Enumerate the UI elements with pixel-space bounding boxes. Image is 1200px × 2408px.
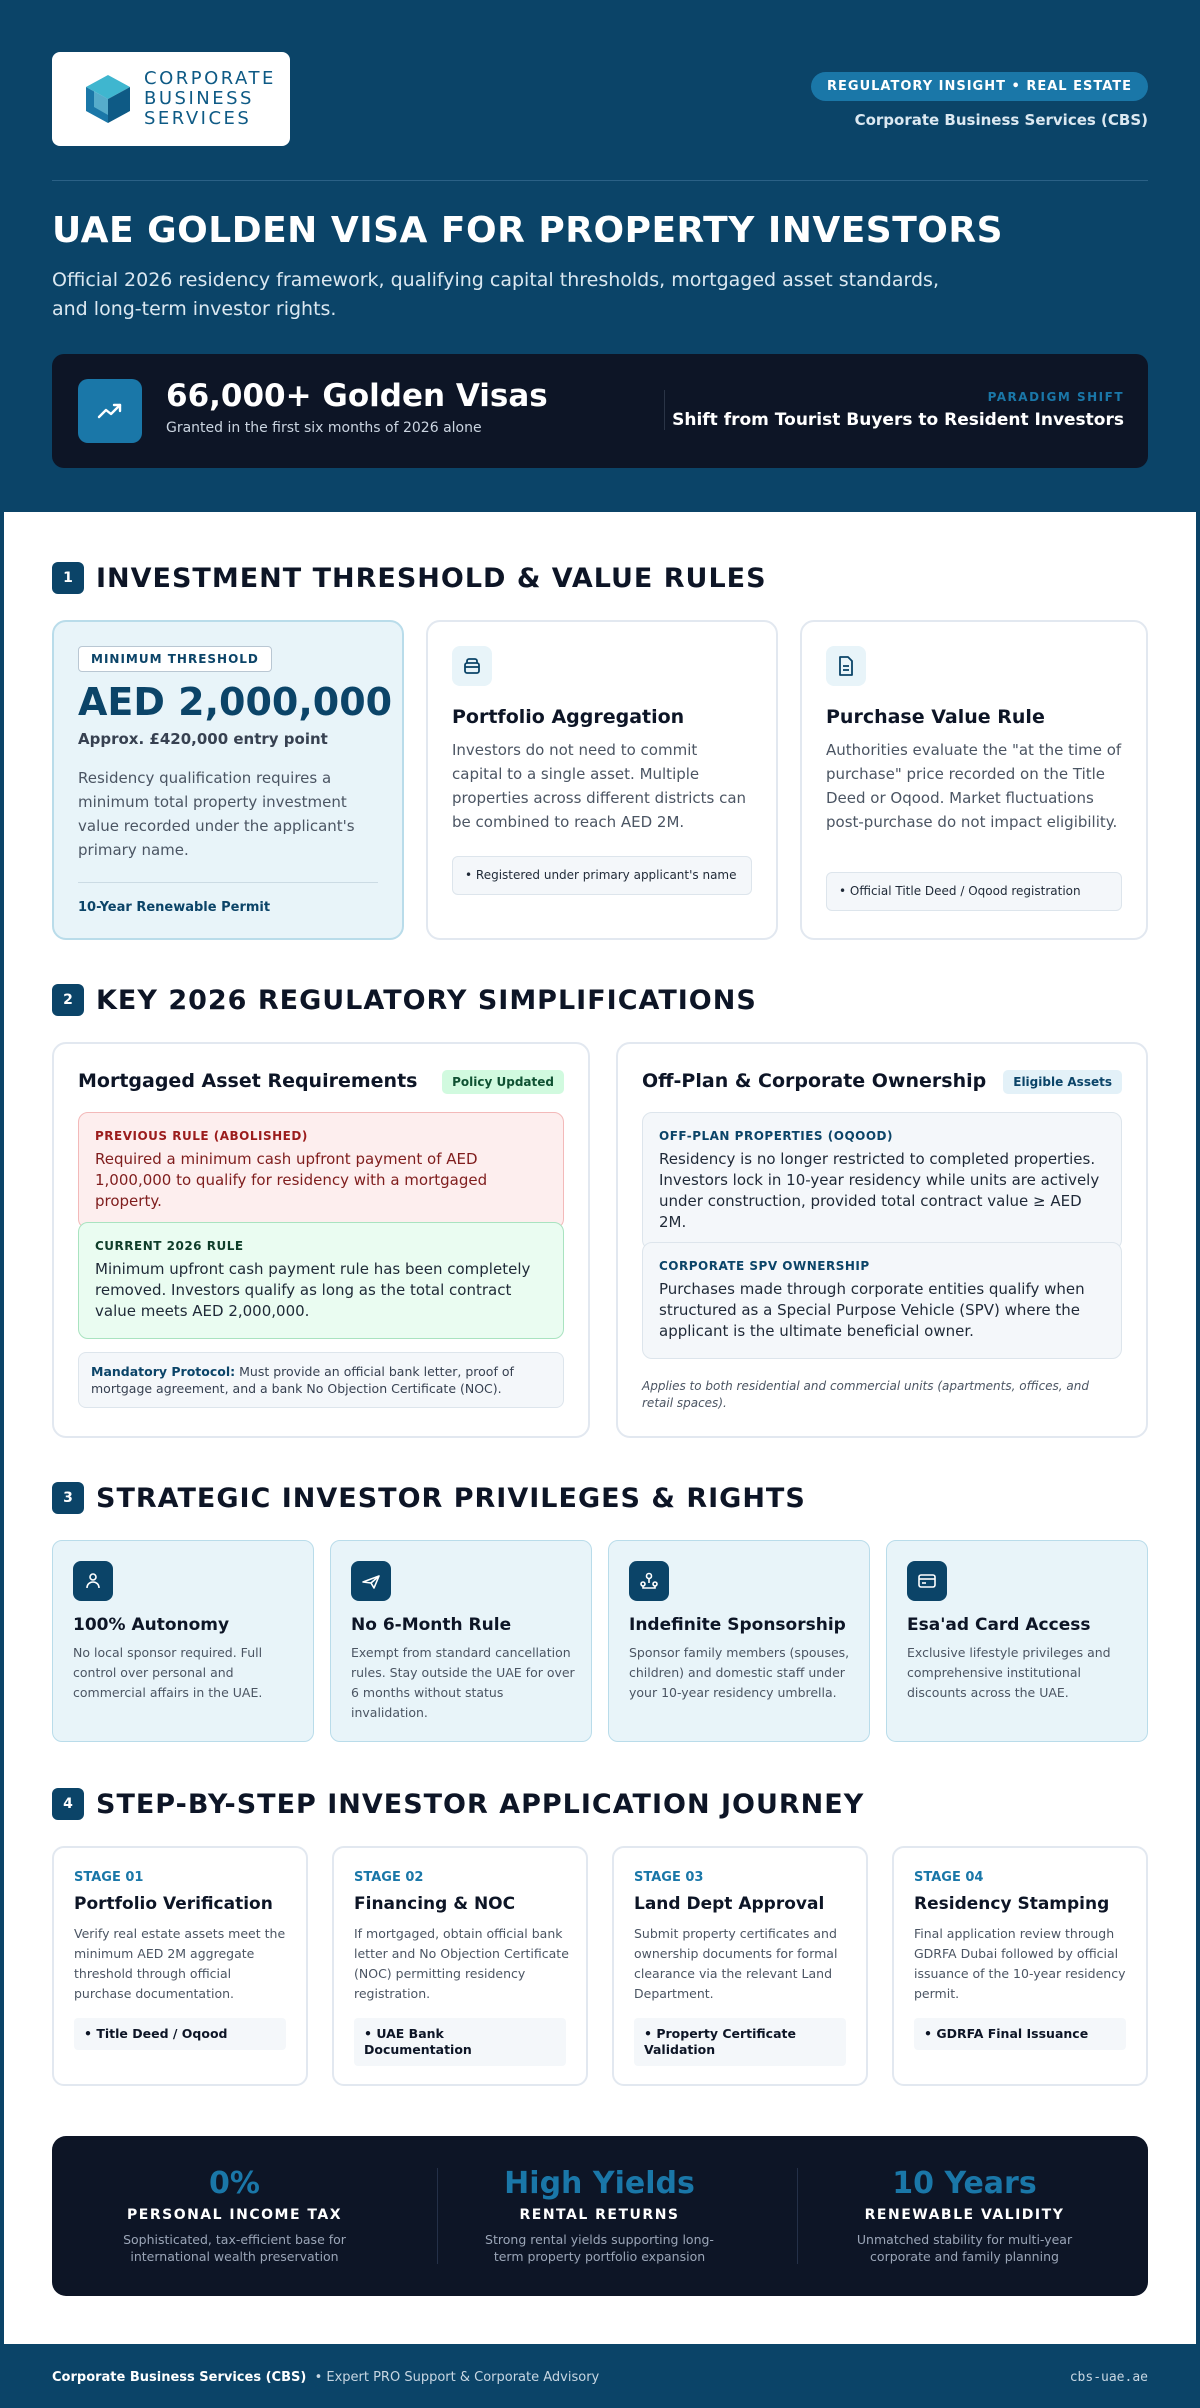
hero-header [4,4,1196,512]
stage-number: STAGE 02 [354,1870,424,1885]
stat-banner [52,354,1148,468]
previous-rule-label: PREVIOUS RULE (ABOLISHED) [95,1129,308,1143]
paradigm-kicker: PARADIGM SHIFT [987,390,1124,404]
stage-note: • Title Deed / Oqood [74,2018,286,2050]
offplan-label: OFF-PLAN PROPERTIES (OQOOD) [659,1129,893,1143]
summary-value: High Yields [504,2166,695,2201]
section-3-header [52,1482,806,1514]
current-rule-label: CURRENT 2026 RULE [95,1239,244,1253]
summary-item [782,2136,1147,2296]
mortgaged-title: Mortgaged Asset Requirements [78,1070,418,1092]
stage-body: If mortgaged, obtain official bank letter and No Objection Certificate (NOC) permitting residency registration. [354,1926,569,2001]
plane-icon [351,1561,391,1601]
threshold-card [52,620,404,940]
page-footer [4,2344,1196,2408]
privilege-card [52,1540,314,1742]
stage-title: Residency Stamping [914,1894,1110,1914]
stage-card [332,1846,588,2086]
summary-caption: Unmatched stability for multi-year corporate and family planning [856,2232,1073,2264]
threshold-badge: MINIMUM THRESHOLD [78,646,272,672]
wallet-icon [452,646,492,686]
section-number: 1 [52,562,84,594]
stage-title: Financing & NOC [354,1894,516,1914]
section-2-header [52,984,757,1016]
summary-item [52,2136,417,2296]
card-icon [907,1561,947,1601]
document-icon [826,646,866,686]
logo-wordmark [144,69,276,129]
stage-number: STAGE 01 [74,1870,144,1885]
section-number: 3 [52,1482,84,1514]
stage-title: Portfolio Verification [74,1894,273,1914]
section-title: KEY 2026 REGULATORY SIMPLIFICATIONS [96,984,757,1016]
spv-box [642,1242,1122,1359]
privilege-card [608,1540,870,1742]
section-title: STRATEGIC INVESTOR PRIVILEGES & RIGHTS [96,1482,806,1514]
stage-body: Submit property certificates and ownership documents for formal clearance via the relevant Land Department. [634,1926,838,2001]
people-icon [73,1561,113,1601]
stat-divider [664,390,665,430]
summary-item [417,2136,782,2296]
stage-title: Land Dept Approval [634,1894,825,1914]
aggregation-card [426,620,778,940]
previous-rule-text: Required a minimum cash upfront payment of AED 1,000,000 to qualify for residency with a mortgaged property. [95,1150,488,1210]
aggregation-note: • Registered under primary applicant's name [452,856,752,895]
page-subtitle: Official 2026 residency framework, qualifying capital thresholds, mortgaged asset standards, and long-term investor rights. [52,269,939,320]
section-4-header [52,1788,864,1820]
offplan-title: Off-Plan & Corporate Ownership [642,1070,987,1092]
summary-label: RENTAL RETURNS [519,2207,680,2223]
privilege-title: Indefinite Sponsorship [629,1615,846,1635]
stage-number: STAGE 03 [634,1870,704,1885]
trending-up-icon [78,379,142,443]
purchase-value-card [800,620,1148,940]
stage-note: • Property Certificate Validation [634,2018,846,2066]
offplan-box [642,1112,1122,1250]
mandatory-label: Mandatory Protocol: [91,1364,236,1379]
previous-rule-box [78,1112,564,1229]
threshold-amount: AED 2,000,000 [78,680,393,724]
visa-count: 66,000+ Golden Visas [166,378,548,414]
privilege-body: No local sponsor required. Full control over personal and commercial affairs in the UAE. [73,1645,263,1700]
logo-line-1: CORPORATE [144,68,276,89]
current-rule-box [78,1222,564,1339]
family-icon [629,1561,669,1601]
privilege-body: Sponsor family members (spouses, children) and domestic staff under your 10-year residency umbrella. [629,1645,850,1700]
paradigm-shift [672,390,1124,430]
summary-label: RENEWABLE VALIDITY [864,2207,1065,2223]
summary-caption: Sophisticated, tax-efficient base for international wealth preservation [123,2232,346,2264]
purchase-body: Authorities evaluate the "at the time of purchase" price recorded on the Title Deed or Oqood. Market fluctuations post-purchase do not impact eligibility. [826,741,1122,831]
privilege-card [330,1540,592,1742]
stage-card [892,1846,1148,2086]
card-divider [78,882,378,883]
stage-note: • GDRFA Final Issuance [914,2018,1126,2050]
offplan-panel [616,1042,1148,1438]
spv-text: Purchases made through corporate entities qualify when structured as a Special Purpose Vehicle (SPV) where the applicant is the ultimate beneficial owner. [659,1280,1085,1340]
offplan-text: Residency is no longer restricted to completed properties. Investors lock in 10-year residency while units are actively under construction, provided total contract value ≥ AED 2M. [659,1150,1100,1231]
policy-updated-badge: Policy Updated [442,1070,564,1094]
stage-body: Verify real estate assets meet the minimum AED 2M aggregate threshold through official purchase documentation. [74,1926,286,2001]
privilege-body: Exclusive lifestyle privileges and comprehensive institutional discounts across the UAE. [907,1645,1111,1700]
summary-value: 0% [209,2166,260,2201]
privilege-title: 100% Autonomy [73,1615,230,1635]
summary-caption: Strong rental yields supporting long-term property portfolio expansion [485,2232,714,2264]
applies-note: Applies to both residential and commercial units (apartments, offices, and retail spaces). [642,1379,1090,1410]
purchase-title: Purchase Value Rule [826,706,1045,728]
privilege-title: No 6-Month Rule [351,1615,512,1635]
current-rule-text: Minimum upfront cash payment rule has been completely removed. Investors qualify as long as the total contract value meets AED 2,000,000. [95,1260,531,1320]
mandatory-protocol [78,1352,564,1408]
mandatory-text: Must provide an official bank letter, proof of mortgage agreement, and a bank No Objection Certificate (NOC). [91,1364,514,1396]
aggregation-body: Investors do not need to commit capital to a single asset. Multiple properties across different districts can be combined to reach AED 2M. [452,741,747,831]
cbs-logo[interactable] [52,52,290,146]
section-number: 4 [52,1788,84,1820]
section-title: INVESTMENT THRESHOLD & VALUE RULES [96,562,767,594]
threshold-footer: 10-Year Renewable Permit [78,900,271,915]
summary-label: PERSONAL INCOME TAX [127,2207,342,2223]
cube-logo-icon [82,71,134,127]
aggregation-title: Portfolio Aggregation [452,706,685,728]
visa-count-caption: Granted in the first six months of 2026 alone [166,420,482,436]
footer-website-link[interactable]: cbs-uae.ae [1069,2370,1148,2385]
logo-line-2: BUSINESS [144,88,254,109]
mortgaged-panel [52,1042,590,1438]
stage-card [612,1846,868,2086]
stage-note: • UAE Bank Documentation [354,2018,566,2066]
org-name: Corporate Business Services (CBS) [854,111,1148,129]
section-1-header [52,562,767,594]
purchase-note: • Official Title Deed / Oqood registration [826,872,1122,911]
threshold-body: Residency qualification requires a minimum total property investment value recorded under the applicant's primary name. [78,769,355,859]
privilege-body: Exempt from standard cancellation rules. Stay outside the UAE for over 6 months without status invalidation. [351,1645,575,1720]
footer-credit [52,2370,599,2385]
page-title: UAE GOLDEN VISA FOR PROPERTY INVESTORS [52,210,1004,251]
section-title: STEP-BY-STEP INVESTOR APPLICATION JOURNEY [96,1788,865,1820]
footer-tagline: • Expert PRO Support & Corporate Advisory [314,2370,600,2385]
privilege-card [886,1540,1148,1742]
spv-label: CORPORATE SPV OWNERSHIP [659,1259,870,1273]
eligible-assets-badge: Eligible Assets [1003,1070,1122,1094]
stage-card [52,1846,308,2086]
section-number: 2 [52,984,84,1016]
threshold-approx: Approx. £420,000 entry point [78,730,328,748]
paradigm-headline: Shift from Tourist Buyers to Resident Investors [672,410,1124,430]
header-divider [52,180,1148,181]
summary-value: 10 Years [892,2166,1037,2201]
privilege-title: Esa'ad Card Access [907,1615,1091,1635]
stage-number: STAGE 04 [914,1870,984,1885]
category-pill: REGULATORY INSIGHT • REAL ESTATE [811,72,1148,101]
footer-org: Corporate Business Services (CBS) [52,2370,307,2385]
logo-line-3: SERVICES [144,108,252,129]
stage-body: Final application review through GDRFA Dubai followed by official issuance of the 10-year residency permit. [914,1926,1126,2001]
summary-band [52,2136,1148,2296]
header-meta [811,72,1148,129]
